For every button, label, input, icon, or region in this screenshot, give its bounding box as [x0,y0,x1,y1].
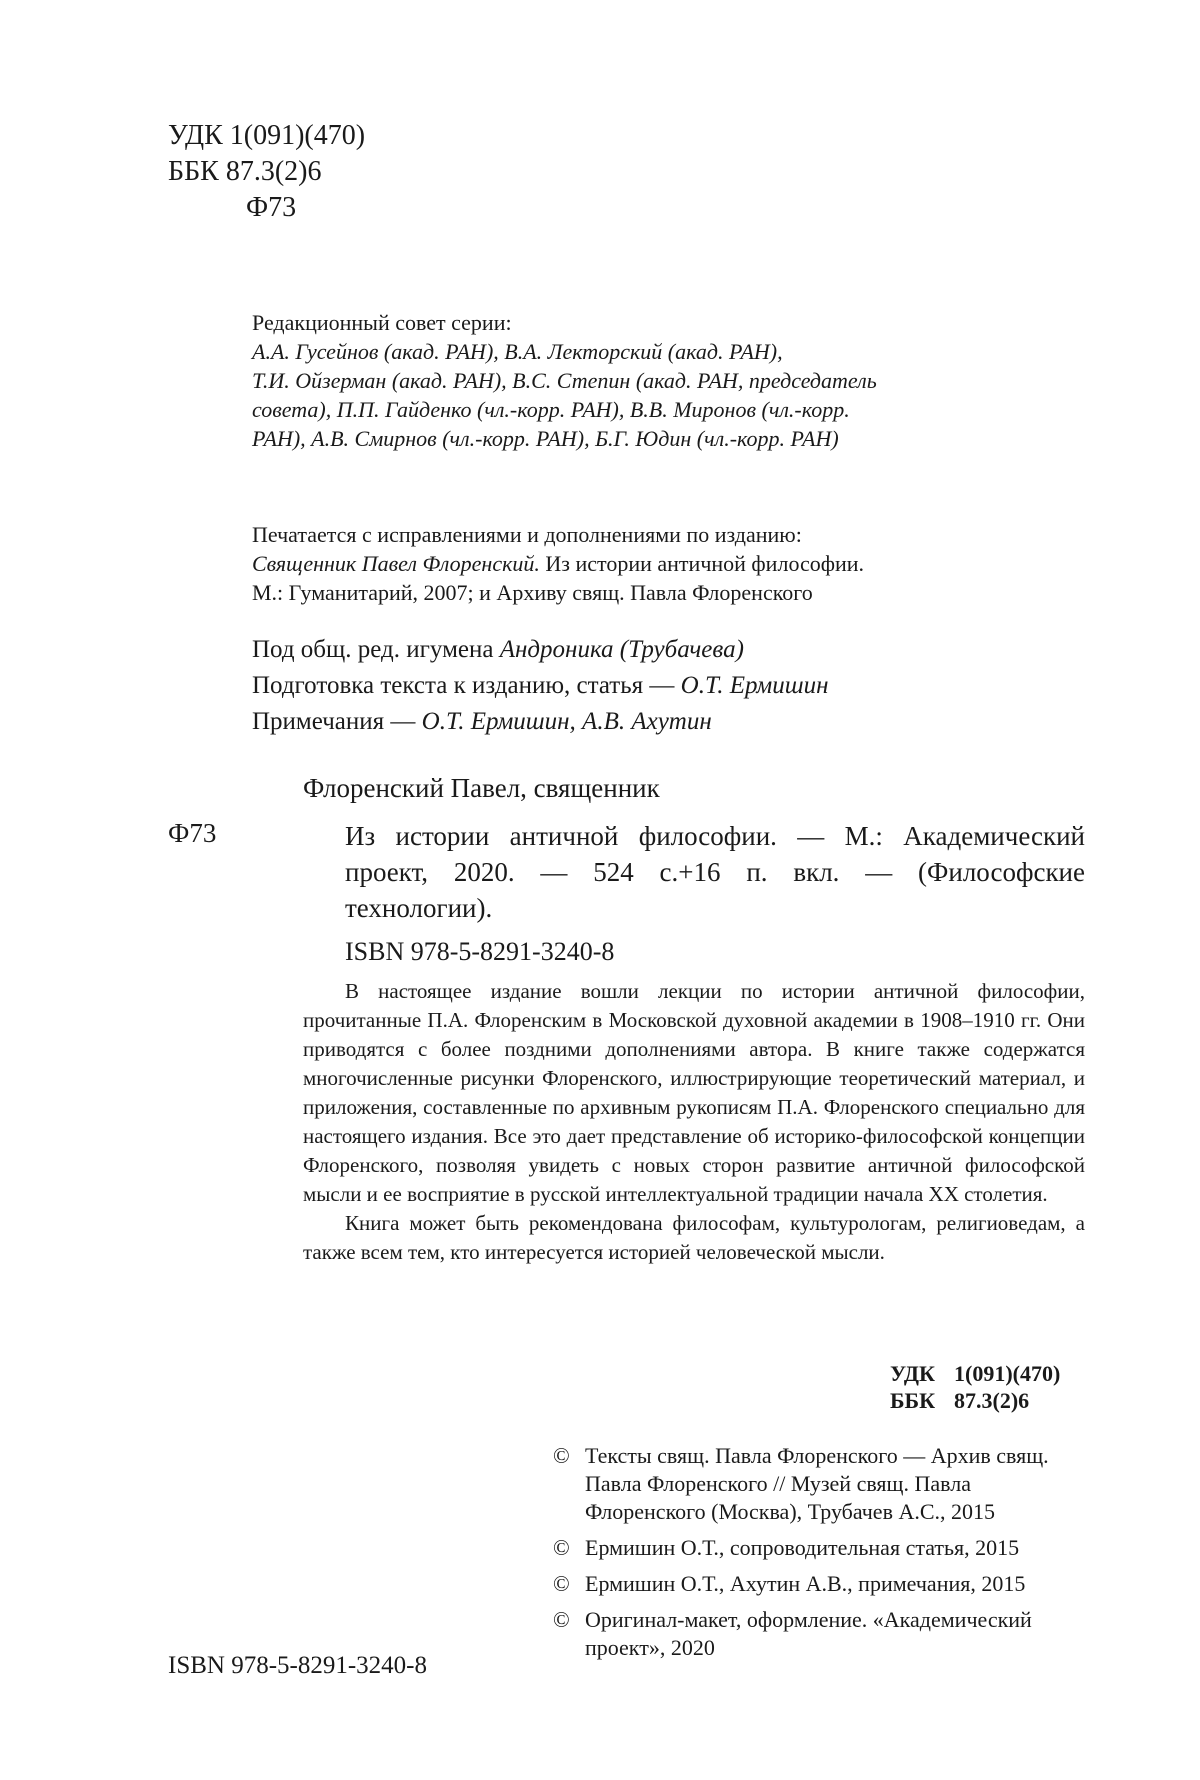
annotation [303,977,1085,1267]
printed-line-1: Печатается с исправлениями и дополнениями по изданию: [252,522,802,547]
classification-right [890,1360,1060,1414]
bbk-label: ББК [890,1388,936,1413]
notes-credit: Примечания — О.Т. Ермишин, А.В. Ахутин [252,708,712,735]
udk-value: 1(091)(470) [954,1361,1061,1386]
udk-label: УДК [890,1361,936,1386]
notes-name: О.Т. Ермишин, А.В. Ахутин [421,708,712,735]
editorial-council [252,308,877,453]
printed-title: Из истории античной философии. [539,551,865,576]
copyright-icon: © [553,1443,570,1468]
council-line: РАН), А.В. Смирнов (чл.-корр. РАН), Б.Г. Юдин (чл.-корр. РАН) [252,426,839,451]
editor-credit: Под общ. ред. игумена Андроника (Трубачева) [252,636,744,663]
copyright-item: © Ермишин О.Т., сопроводительная статья, 2015 [553,1535,1020,1560]
bbk-code: ББК 87.3(2)6 [168,156,322,187]
credits [252,632,829,740]
index-code: Ф73 [168,818,217,848]
bibliographic-description: Из истории античной философии. — М.: Академический проект, 2020. — 524 с.+16 п. вкл. — (Философские технологии). [345,821,1085,923]
copyright-block [553,1442,1083,1670]
copyright-item: © Оригинал-макет, оформление. «Академический проект», 2020 [553,1607,1032,1660]
isbn: ISBN 978-5-8291-3240-8 [345,937,615,966]
copyright-icon: © [553,1607,570,1632]
printed-from-note [252,520,864,607]
isbn-bottom: ISBN 978-5-8291-3240-8 [168,1652,428,1679]
council-line: совета), П.П. Гайденко (чл.-корр. РАН), В.В. Миронов (чл.-корр. [252,397,850,422]
printed-line-3: М.: Гуманитарий, 2007; и Архиву свящ. Павла Флоренского [252,580,813,605]
printed-author: Священник Павел Флоренский. [252,551,540,576]
printed-line-2 [252,549,864,578]
copyright-item: © Ермишин О.Т., Ахутин А.В., примечания, 2015 [553,1571,1026,1596]
author-code: Ф73 [246,192,297,223]
council-heading: Редакционный совет серии: [252,310,512,335]
copyright-icon: © [553,1535,570,1560]
preparation-credit: Подготовка текста к изданию, статья — О.Т. Ермишин [252,672,829,699]
editor-name: Андроника (Трубачева) [499,636,744,663]
book-author: Флоренский Павел, священник [303,773,660,803]
udk-code: УДК 1(091)(470) [168,120,366,151]
council-line: А.А. Гусейнов (акад. РАН), В.А. Лекторский (акад. РАН), [252,339,783,364]
copyright-item: © Тексты свящ. Павла Флоренского — Архив свящ. Павла Флоренского // Музей свящ. Павла Флоренского (Москва), Трубачев А.С., 2015 [553,1443,1049,1524]
preparation-name: О.Т. Ермишин [680,672,829,699]
classification-block [168,118,365,226]
annotation-paragraph: Книга может быть рекомендована философам, культурологам, религиоведам, а также всем тем, кто интересуется историей человеческой мысли. [303,1211,1085,1264]
annotation-paragraph: В настоящее издание вошли лекции по истории античной философии, прочитанные П.А. Флоренским в Московской духовной академии в 1908–1910 гг. Они приводятся с более поздними дополнениями автора. В книге также содержатся многочисленные рисунки Флоренского, иллюстрирующие теоретический материал, и приложения, составленные по архивным рукописям П.А. Флоренского специально для настоящего издания. Все это дает представление об историко-философской концепции Флоренского, позволяя увидеть с новых сторон развитие античной философской мысли и ее восприятие в русской интеллектуальной традиции начала XX столетия. [303,979,1085,1206]
copyright-icon: © [553,1571,570,1596]
council-line: Т.И. Ойзерман (акад. РАН), В.С. Степин (акад. РАН, председатель [252,368,877,393]
bbk-value: 87.3(2)6 [954,1388,1030,1413]
